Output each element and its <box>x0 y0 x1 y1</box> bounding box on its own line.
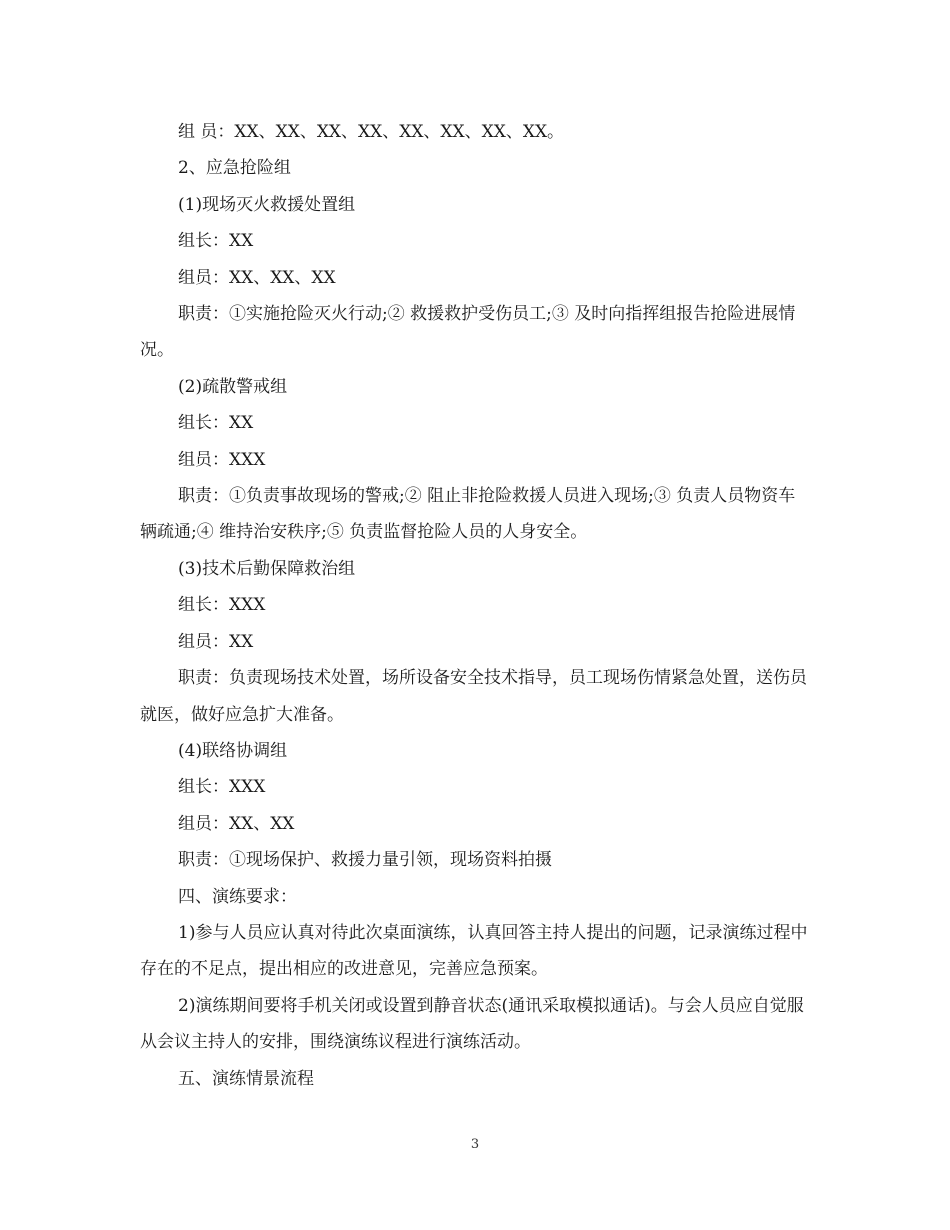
page-number: 3 <box>470 1137 480 1152</box>
paragraph-leader: 组长：XX <box>178 231 254 252</box>
paragraph-subsection-logistics: (3)技术后勤保障救治组 <box>178 558 356 579</box>
paragraph-section-drill-requirements: 四、演练要求： <box>178 886 297 907</box>
paragraph-subsection-firefighting: (1)现场灭火救援处置组 <box>178 194 356 215</box>
paragraph-leader: 组长：XXX <box>178 777 266 798</box>
paragraph-leader: 组长：XXX <box>178 595 266 616</box>
paragraph-duties: 职责：①负责事故现场的警戒;② 阻止非抢险救援人员进入现场;③ 负责人员物资车辆疏通;④ 维持治安秩序;⑤ 负责监督抢险人员的人身安全。 <box>140 486 796 543</box>
paragraph-section-rescue-group: 2、应急抢险组 <box>178 158 291 179</box>
paragraph-leader: 组长：XX <box>178 413 254 434</box>
paragraph-members: 组员：XX、XX <box>178 813 295 834</box>
paragraph-requirement-1: 1)参与人员应认真对待此次桌面演练，认真回答主持人提出的问题，记录演练过程中存在的不足点，提出相应的改进意见，完善应急预案。 <box>140 922 808 980</box>
document-body <box>140 114 812 1097</box>
paragraph-members-list: 组 员：XX、XX、XX、XX、XX、XX、XX、XX。 <box>178 122 565 142</box>
paragraph-duties: 职责：①现场保护、救援力量引领，现场资料拍摄 <box>178 850 552 871</box>
paragraph-members: 组员：XXX <box>178 449 266 470</box>
paragraph-subsection-liaison: (4)联络协调组 <box>178 740 288 761</box>
paragraph-members: 组员：XX <box>178 631 254 652</box>
paragraph-duties: 职责：①实施抢险灭火行动;② 救援救护受伤员工;③ 及时向指挥组报告抢险进展情况。 <box>140 304 796 361</box>
paragraph-duties: 职责：负责现场技术处置，场所设备安全技术指导，员工现场伤情紧急处置，送伤员就医，做好应急扩大准备。 <box>140 668 807 725</box>
paragraph-members: 组员：XX、XX、XX <box>178 267 336 288</box>
paragraph-subsection-evacuation: (2)疏散警戒组 <box>178 376 288 397</box>
paragraph-section-drill-scenario: 五、演练情景流程 <box>178 1068 314 1089</box>
paragraph-requirement-2: 2)演练期间要将手机关闭或设置到静音状态(通讯采取模拟通话)。与会人员应自觉服从会议主持人的安排，围绕演练议程进行演练活动。 <box>140 995 804 1053</box>
